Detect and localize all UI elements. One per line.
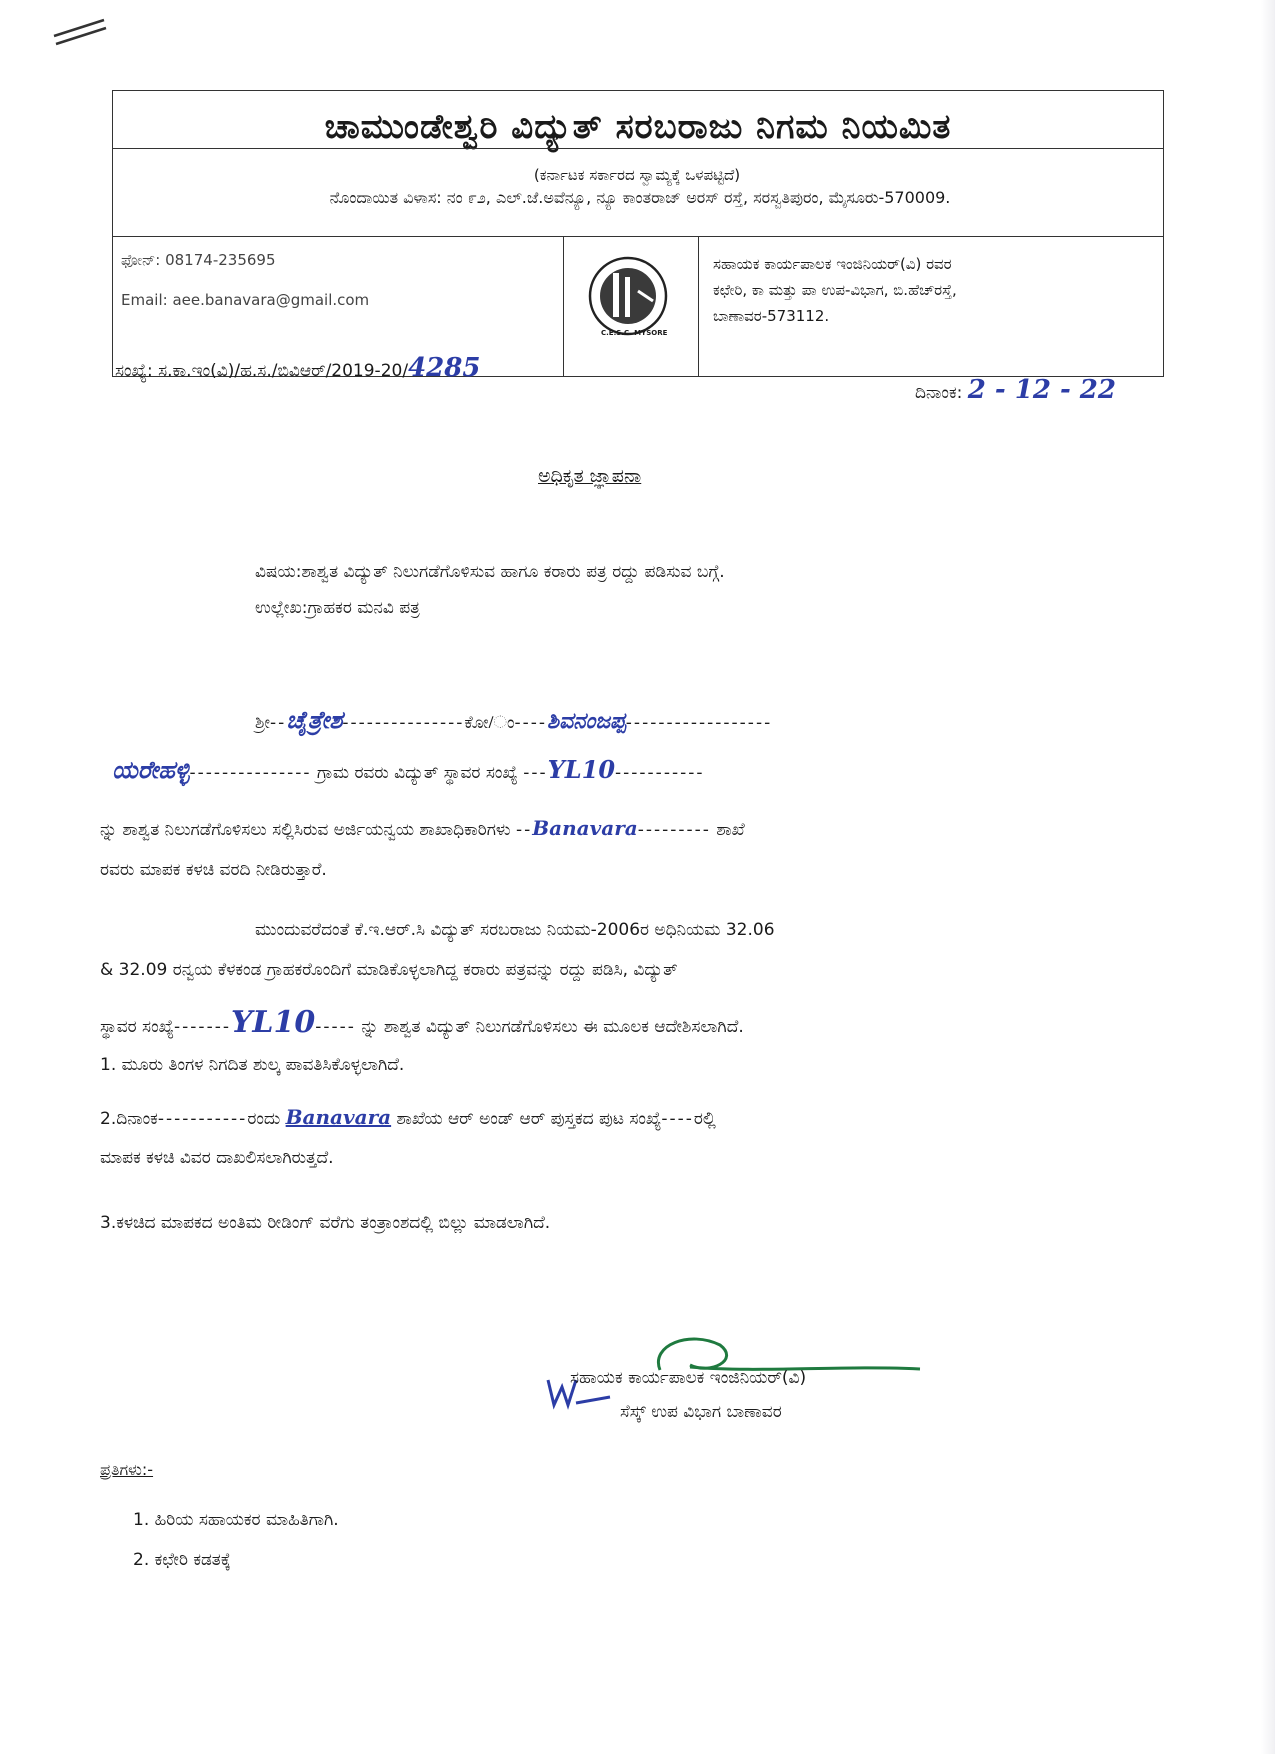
paragraph-2-line-1: ಮುಂದುವರೆದಂತೆ ಕೆ.ಇ.ಆರ್.ಸಿ ವಿದ್ಯುತ್ ಸರಬರಾಜು ನಿಯಮ-2006ರ ಅಧಿನಿಯಮ 32.06 [255,920,775,940]
office-line: ಕಛೇರಿ, ಕಾ ಮತ್ತು ಪಾ ಉಪ-ವಿಭಾಗ, ಬಿ.ಹೆಚ್‌ರಸ್ತೆ, [713,281,957,299]
paragraph-2-line-2: & 32.09 ರನ್ವಯ ಕೆಳಕಂಡ ಗ್ರಾಹಕರೊಂದಿಗೆ ಮಾಡಿಕೊಳ್ಳಲಾಗಿದ್ದ ಕರಾರು ಪತ್ರವನ್ನು ರದ್ದು ಪಡಿಸಿ, ವಿದ್ಯುತ್ [100,960,678,980]
consumer-name: ಚೈತ್ರೇಶ [286,705,343,734]
memo-heading: ಅಧಿಕೃತ ಜ್ಞಾಪನಾ [538,465,642,487]
shri-label: ಶ್ರೀ [255,713,270,733]
paragraph-text: ನ್ನು ಶಾಶ್ವತ ವಿದ್ಯುತ್ ನಿಲುಗಡೆಗೊಳಿಸಲು ಈ ಮೂಲಕ ಆದೇಶಿಸಲಾಗಿದೆ. [361,1017,744,1037]
company-title: ಚಾಮುಂಡೇಶ್ವರಿ ವಿದ್ಯುತ್ ಸರಬರಾಜು ನಿಗಮ ನಿಯಮಿತ [324,107,952,147]
column-divider [563,236,564,376]
reference-line: ಉಲ್ಲೇಖ:ಗ್ರಾಹಕರ ಮನವಿ ಪತ್ರ [255,598,420,618]
village-suffix: ಗ್ರಾಮ ರವರು ವಿದ್ಯುತ್ ಸ್ಥಾವರ ಸಂಖ್ಯೆ [316,763,518,783]
item-text: ರಂದು [247,1109,281,1129]
page-edge-shadow [1261,0,1275,1754]
signatory-designation: ಸಹಾಯಕ ಕಾರ್ಯಪಾಲಕ ಇಂಜಿನಿಯರ್(ವಿ) [570,1368,807,1388]
reference-label: ಸಂಖ್ಯೆ: ಸ.ಕಾ.ಇಂ(ವಿ)/ಹ.ಸ./ಬಿವಿಆರ್/2019-20/ [115,361,409,381]
column-divider [698,236,699,376]
registered-address: ನೊಂದಾಯಿತ ವಿಳಾಸ: ನಂ ೯೨, ಎಲ್.ಜೆ.ಅವೆನ್ಯೂ, ನ್ಯೂ ಕಾಂತರಾಜ್ ಅರಸ್ ರಸ್ತೆ, ಸರಸ್ವತಿಪುರಂ, ಮೈಸೂರು-570009. [329,188,951,207]
item-1: 1. ಮೂರು ತಿಂಗಳ ನಿಗದಿತ ಶುಲ್ಕ ಪಾವತಿಸಿಕೊಳ್ಳಲಾಗಿದೆ. [100,1055,405,1075]
installation-number: YL10 [547,755,616,784]
item-text: ಶಾಖೆಯ ಆರ್ ಅಂಡ್ ಆರ್ ಪುಸ್ತಕದ ಪುಟ ಸಂಖ್ಯೆ [396,1109,662,1129]
copies-label: ಪ್ರತಿಗಳು:- [100,1460,154,1479]
item-2-line-1: 2.ದಿನಾಂಕ-----------ರಂದು Banavara ಶಾಖೆಯ ಆರ್ ಅಂಡ್ ಆರ್ ಪುಸ್ತಕದ ಪುಟ ಸಂಖ್ಯೆ----ರಲ್ಲಿ [100,1105,716,1129]
paragraph-1-line-1: ನ್ನು ಶಾಶ್ವತ ನಿಲುಗಡೆಗೊಳಿಸಲು ಸಲ್ಲಿಸಿರುವ ಅರ್ಜಿಯನ್ವಯ ಶಾಖಾಧಿಕಾರಿಗಳು --Banavara--------- ಶಾಖೆ [100,816,745,840]
email-address: Email: aee.banavara@gmail.com [121,291,370,309]
date-field [915,375,1116,405]
item-text: ರಲ್ಲಿ [693,1109,716,1129]
reference-value: 4285 [408,353,481,383]
copy-item: 1. ಹಿರಿಯ ಸಹಾಯಕರ ಮಾಹಿತಿಗಾಗಿ. [133,1510,339,1530]
branch-name-2: Banavara [285,1105,392,1129]
village-line: ಯರೇಹಳ್ಳಿ--------------- ಗ್ರಾಮ ರವರು ವಿದ್ಯುತ್ ಸ್ಥಾವರ ಸಂಖ್ಯೆ ---YL10----------- [112,755,705,784]
reference-number [115,353,480,383]
paragraph-text: ನ್ನು ಶಾಶ್ವತ ನಿಲುಗಡೆಗೊಳಿಸಲು ಸಲ್ಲಿಸಿರುವ ಅರ್ಜಿಯನ್ವಯ ಶಾಖಾಧಿಕಾರಿಗಳು [100,820,511,840]
paragraph-2-line-3: ಸ್ಥಾವರ ಸಂಖ್ಯೆ-------YL10----- ನ್ನು ಶಾಶ್ವತ ವಿದ್ಯುತ್ ನಿಲುಗಡೆಗೊಳಿಸಲು ಈ ಮೂಲಕ ಆದೇಶಿಸಲಾಗಿದೆ. [100,1005,744,1040]
logo-caption: C.E.S.C. MYSORE [601,329,668,337]
letterhead [112,90,1164,377]
paragraph-1-line-2: ರವರು ಮಾಪಕ ಕಳಚಿ ವರದಿ ನೀಡಿರುತ್ತಾರೆ. [100,860,327,880]
copy-item: 2. ಕಛೇರಿ ಕಡತಕ್ಕೆ [133,1550,231,1570]
cesc-logo [583,251,673,341]
office-line: ಸಹಾಯಕ ಕಾರ್ಯಪಾಲಕ ಇಂಜಿನಿಯರ್(ವಿ) ರವರ [713,255,952,273]
village-name: ಯರೇಹಳ್ಳಿ [112,755,190,784]
care-of-label: ಕೋ/ಂ [464,713,515,733]
date-label: ದಿನಾಂಕ: [915,383,963,403]
phone-number: ಫೋನ್: 08174-235695 [121,251,276,269]
paragraph-text: ಸ್ಥಾವರ ಸಂಖ್ಯೆ [100,1017,175,1037]
company-subtitle: (ಕರ್ನಾಟಕ ಸರ್ಕಾರದ ಸ್ವಾಮ್ಯಕ್ಕೆ ಒಳಪಟ್ಟಿದೆ) [533,166,741,184]
office-line: ಬಾಣಾವರ-573112. [713,307,830,325]
cesc-logo-icon [583,251,673,341]
consumer-line: ಶ್ರೀ--ಚೈತ್ರೇಶ---------------ಕೋ/ಂ----ಶಿವನಂಜಪ್ಪ------------------ [255,705,773,734]
subject-line: ವಿಷಯ:ಶಾಶ್ವತ ವಿದ್ಯುತ್ ನಿಲುಗಡೆಗೊಳಿಸುವ ಹಾಗೂ ಕರಾರು ಪತ್ರ ರದ್ದು ಪಡಿಸುವ ಬಗ್ಗೆ. [255,562,725,582]
signatory-office: ಸೆಸ್ಕ್ ಉಪ ವಿಭಾಗ ಬಾಣಾವರ [620,1402,782,1422]
father-name: ಶಿವನಂಜಪ್ಪ [547,708,626,734]
item-2-line-2: ಮಾಪಕ ಕಳಚಿ ವಿವರ ದಾಖಲಿಸಲಾಗಿರುತ್ತದೆ. [100,1148,334,1168]
header-divider [113,148,1163,149]
office-address [713,251,957,329]
pen-mark-icon [50,14,110,48]
item-text: 2.ದಿನಾಂಕ [100,1109,158,1129]
branch-name: Banavara [532,816,638,840]
item-3: 3.ಕಳಚಿದ ಮಾಪಕದ ಅಂತಿಮ ರೀಡಿಂಗ್ ವರೆಗು ತಂತ್ರಾಂಶದಲ್ಲಿ ಬಿಲ್ಲು ಮಾಡಲಾಗಿದೆ. [100,1213,551,1233]
installation-number-2: YL10 [230,1005,316,1040]
paragraph-text: ಶಾಖೆ [716,820,745,840]
header-divider [113,236,1163,237]
date-value: 2 - 12 - 22 [967,375,1116,405]
